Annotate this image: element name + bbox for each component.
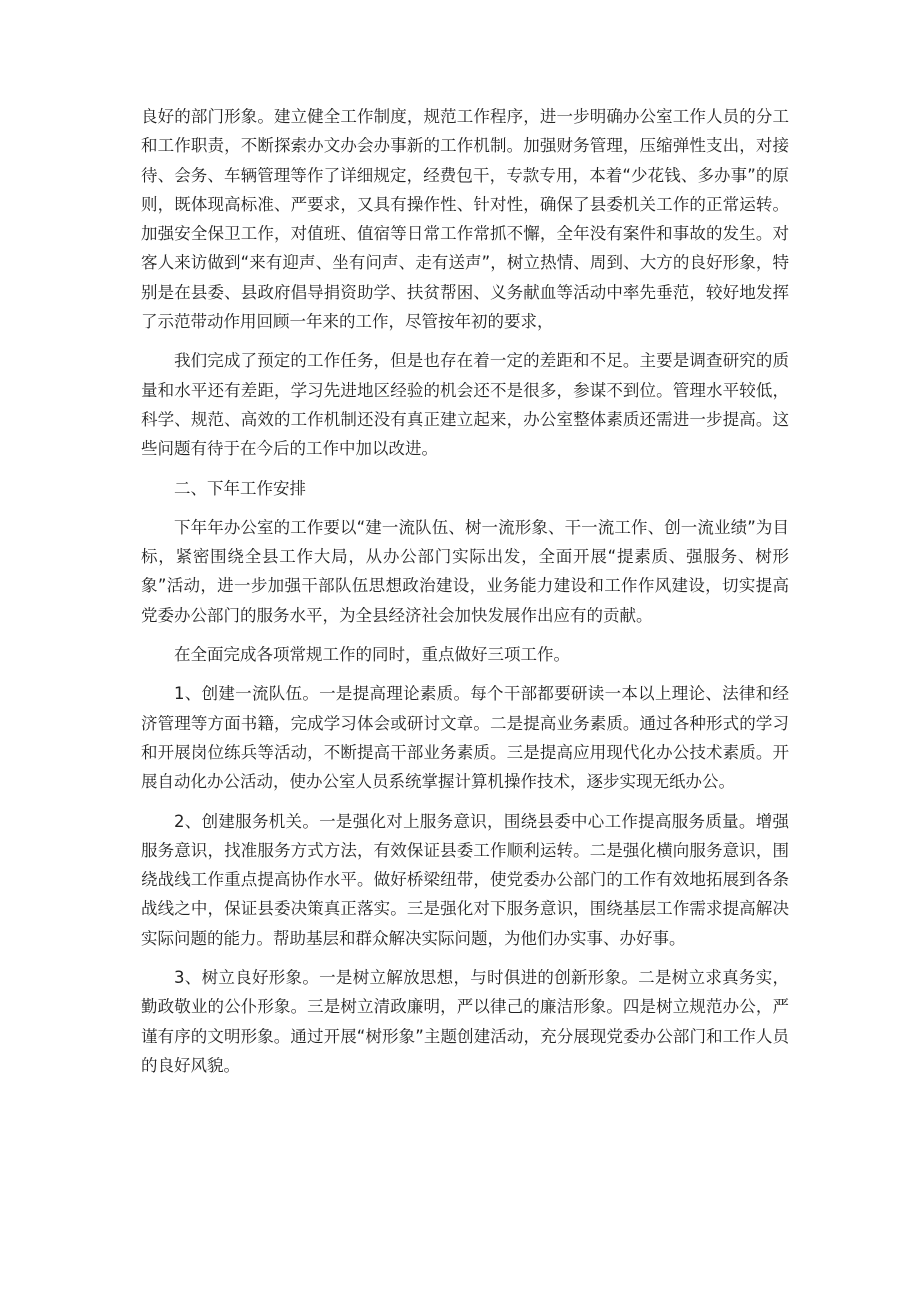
paragraph-shortcomings: 我们完成了预定的工作任务，但是也存在着一定的差距和不足。主要是调查研究的质量和水平还有差距，学习先进地区经验的机会还不是很多，参谋不到位。管理水平较低，科学、规范、高效的工作机制还没有真正建立起来，办公室整体素质还需进一步提高。这些问题有待于在今后的工作中加以改进。 (141, 351, 789, 459)
paragraph-continuation: 良好的部门形象。建立健全工作制度，规范工作程序，进一步明确办公室工作人员的分工和工作职责，不断探索办文办会办事新的工作机制。加强财务管理，压缩弹性支出，对接待、会务、车辆管理等作了详细规定，经费包干，专款专用，本着“少花钱、多办事”的原则，既体现高标准、严要求，又具有操作性、针对性，确保了县委机关工作的正常运转。加强安全保卫工作，对值班、值宿等日常工作常抓不懈，全年没有案件和事故的发生。对客人来访做到“来有迎声、坐有问声、走有送声”，树立热情、周到、大方的良好形象，特别是在县委、县政府倡导捐资助学、扶贫帮困、义务献血等活动中率先垂范，较好地发挥了示范带动作用回顾一年来的工作，尽管按年初的要求， (141, 107, 789, 332)
paragraph-task-3: 3、树立良好形象。一是树立解放思想，与时俱进的创新形象。二是树立求真务实，勤政敬业的公仆形象。三是树立清政廉明，严以律己的廉洁形象。四是树立规范办公，严谨有序的文明形象。通过开展“树形象”主题创建活动，充分展现党委办公部门和工作人员的良好风貌。 (141, 968, 789, 1075)
section-heading: 二、下年工作安排 (174, 478, 306, 498)
paragraph-task-1: 1、创建一流队伍。一是提高理论素质。每个干部都要研读一本以上理论、法律和经济管理等方面书籍，完成学习体会或研讨文章。二是提高业务素质。通过各种形式的学习和开展岗位练兵等活动，不断提高干部业务素质。三是提高应用现代化办公技术素质。开展自动化办公活动，使办公室人员系统掌握计算机操作技术，逐步实现无纸办公。 (141, 684, 789, 792)
paragraph-task-2: 2、创建服务机关。一是强化对上服务意识，围绕县委中心工作提高服务质量。增强服务意识，找准服务方式方法，有效保证县委工作顺利运转。二是强化横向服务意识，围绕战线工作重点提高协作水平。做好桥梁纽带，使党委办公部门的工作有效地拓展到各条战线之中，保证县委决策真正落实。三是强化对下服务意识，围绕基层工作需求提高解决实际问题的能力。帮助基层和群众解决实际问题，为他们办实事、办好事。 (141, 811, 789, 948)
paragraph-key-tasks-intro: 在全面完成各项常规工作的同时，重点做好三项工作。 (174, 645, 570, 665)
document-body (141, 102, 789, 1090)
paragraph-goals: 下年年办公室的工作要以“建一流队伍、树一流形象、干一流工作、创一流业绩”为目标，紧密围绕全县工作大局，从办公部门实际出发，全面开展“提素质、强服务、树形象”活动，进一步加强干部队伍思想政治建设，业务能力建设和工作作风建设，切实提高党委办公部门的服务水平，为全县经济社会加快发展作出应有的贡献。 (141, 517, 789, 625)
